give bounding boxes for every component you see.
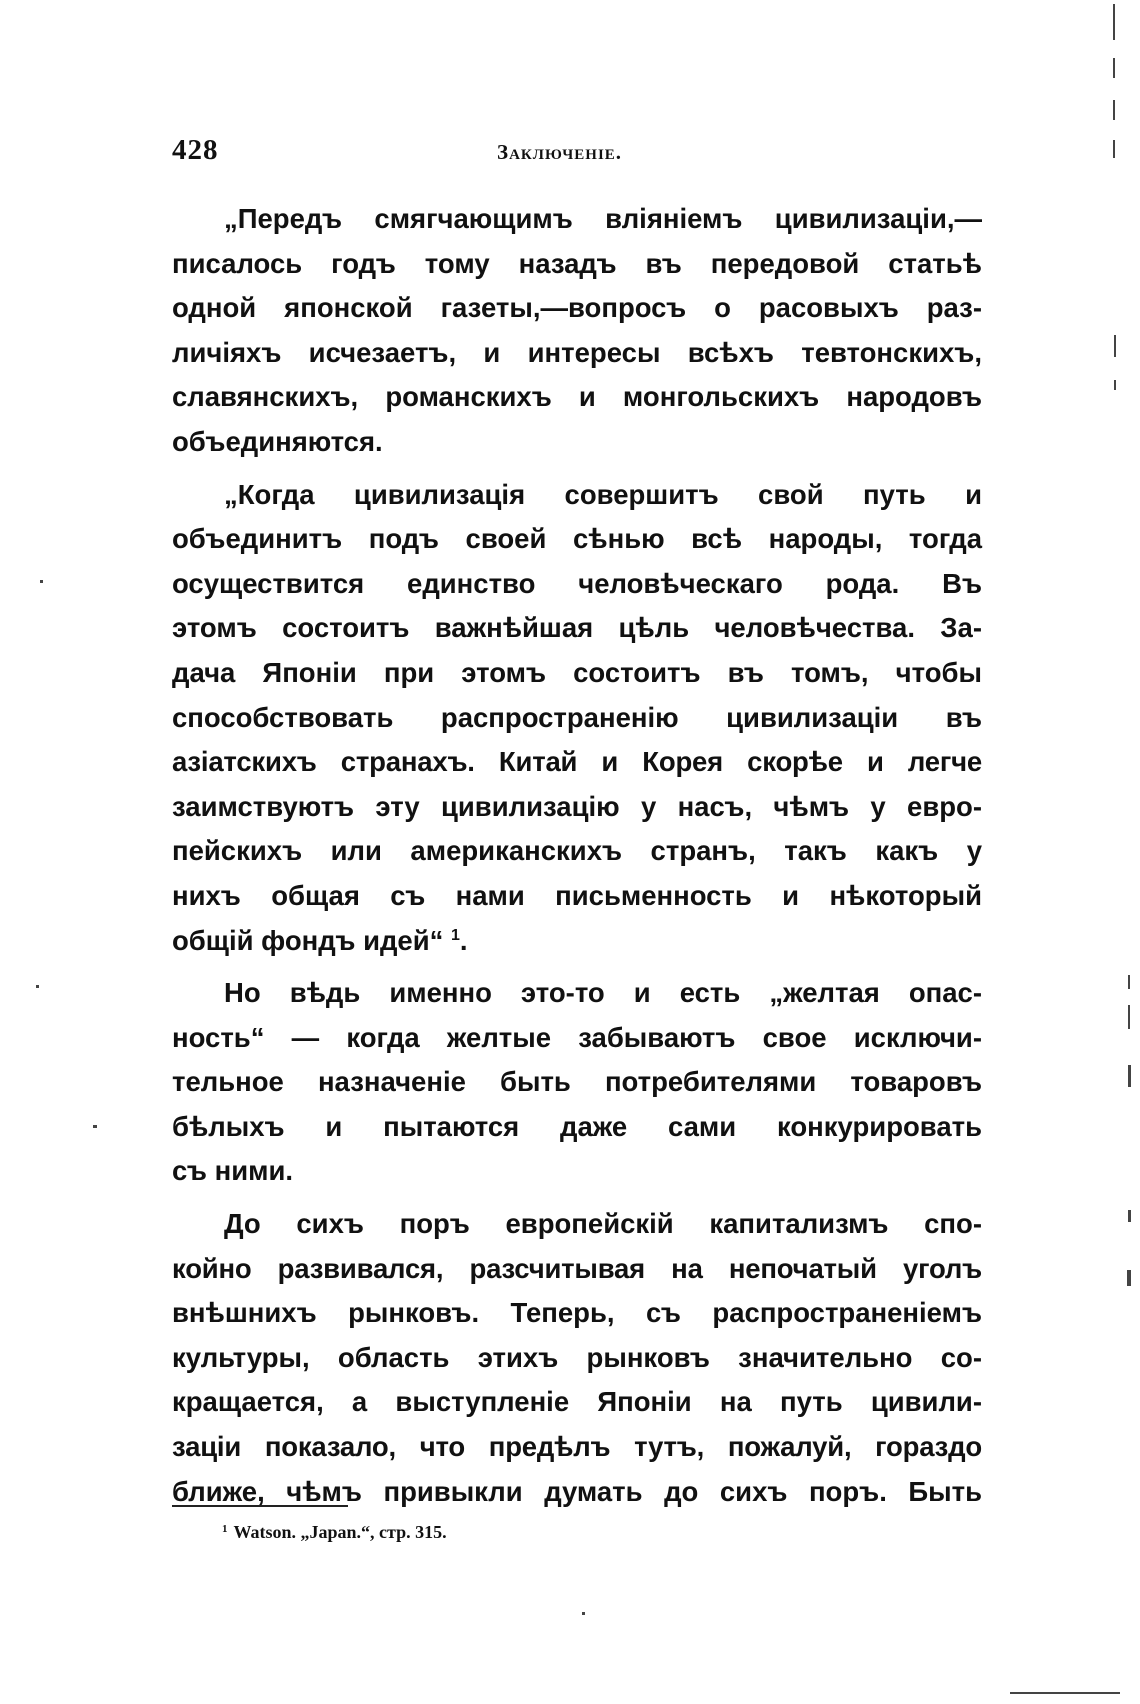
footnote-text: Watson. „Japan.“, стр. 315.: [233, 1522, 447, 1542]
scan-mark: [582, 1612, 585, 1615]
text-line: бѣлыхъ и пытаются даже сами конкурировать: [172, 1110, 982, 1142]
text-line: койно развивался, разсчитывая на непочатый уголъ: [172, 1252, 982, 1284]
page-number: 428: [172, 134, 219, 166]
text-line: ближе, чѣмъ привыкли думать до сихъ поръ. Быть: [172, 1475, 982, 1507]
scan-mark: [1128, 975, 1130, 989]
text-line: общій фондъ идей“: [172, 924, 444, 956]
text-line: нихъ общая съ нами письменность и нѣкоторый: [172, 879, 982, 911]
text-line: объединитъ подъ своей сѣнью всѣ народы, тогда: [172, 523, 982, 555]
page-header: [172, 134, 982, 174]
scan-mark: [1114, 380, 1116, 390]
footnote-marker: 1: [222, 1523, 228, 1535]
scan-mark: [1114, 335, 1116, 357]
scan-mark: [1127, 1270, 1131, 1286]
scan-mark: [36, 985, 39, 988]
footnote: [222, 1522, 447, 1543]
text-line: пейскихъ или американскихъ странъ, такъ какъ у: [172, 835, 982, 867]
text-line: кращается, а выступленіе Японіи на путь цивили-: [172, 1386, 982, 1418]
text-line: азіатскихъ странахъ. Китай и Корея скорѣе и легче: [172, 746, 982, 778]
text-line-with-footnote: [172, 919, 982, 964]
text-line: одной японской газеты,—вопросъ о расовыхъ раз-: [172, 292, 982, 324]
scan-mark: [1128, 1210, 1131, 1222]
text-line: тельное назначеніе быть потребителями товаровъ: [172, 1066, 982, 1098]
scan-mark: [1113, 100, 1115, 120]
text-line: „Передъ смягчающимъ вліяніемъ цивилизаціи,—: [224, 203, 982, 234]
text-line: внѣшнихъ рынковъ. Теперь, съ распространеніемъ: [172, 1297, 982, 1329]
scan-mark: [1010, 1692, 1120, 1694]
text-line: объединяются.: [172, 425, 383, 457]
scan-mark: [1113, 140, 1115, 158]
text-line: Но вѣдь именно это-то и есть „желтая опас-: [224, 977, 982, 1009]
scan-mark: [1128, 1005, 1130, 1029]
text-line: писалось годъ тому назадъ въ передовой статьѣ: [172, 247, 982, 279]
scan-mark: [93, 1125, 97, 1128]
text-line: дача Японіи при этомъ состоитъ въ томъ, чтобы: [172, 656, 982, 688]
scan-mark: [1113, 58, 1115, 78]
text-line: заимствуютъ эту цивилизацію у насъ, чѣмъ у евро-: [172, 790, 982, 822]
text-line: До сихъ поръ европейскій капитализмъ спо-: [224, 1208, 982, 1240]
text-line: культуры, область этихъ рынковъ значительно со-: [172, 1341, 982, 1373]
text-line: осуществится единство человѣческаго рода. Въ: [172, 567, 982, 599]
text-line: славянскихъ, романскихъ и монгольскихъ народовъ: [172, 381, 982, 413]
footnote-divider: [172, 1505, 348, 1507]
text-line: съ ними.: [172, 1155, 294, 1187]
scan-mark: [40, 580, 43, 583]
body-text: [172, 197, 982, 1514]
scan-mark: [1113, 4, 1115, 40]
running-head: Заключеніе.: [497, 140, 623, 164]
text-line: „Когда цивилизація совершитъ свой путь и: [224, 478, 982, 510]
text-line: личіяхъ исчезаетъ, и интересы всѣхъ тевтонскихъ,: [172, 336, 982, 368]
text-line: этомъ состоитъ важнѣйшая цѣль человѣчества. За-: [172, 612, 982, 644]
scan-mark: [1128, 1065, 1131, 1087]
text-line: ность“ — когда желтые забываютъ свое исключи-: [172, 1021, 982, 1053]
text-line: заціи показало, что предѣлъ тутъ, пожалуй, гораздо: [172, 1431, 982, 1463]
text-punctuation: .: [459, 924, 468, 956]
text-line: способствовать распространенію цивилизаціи въ: [172, 701, 982, 733]
footnote-reference: 1: [451, 926, 460, 944]
